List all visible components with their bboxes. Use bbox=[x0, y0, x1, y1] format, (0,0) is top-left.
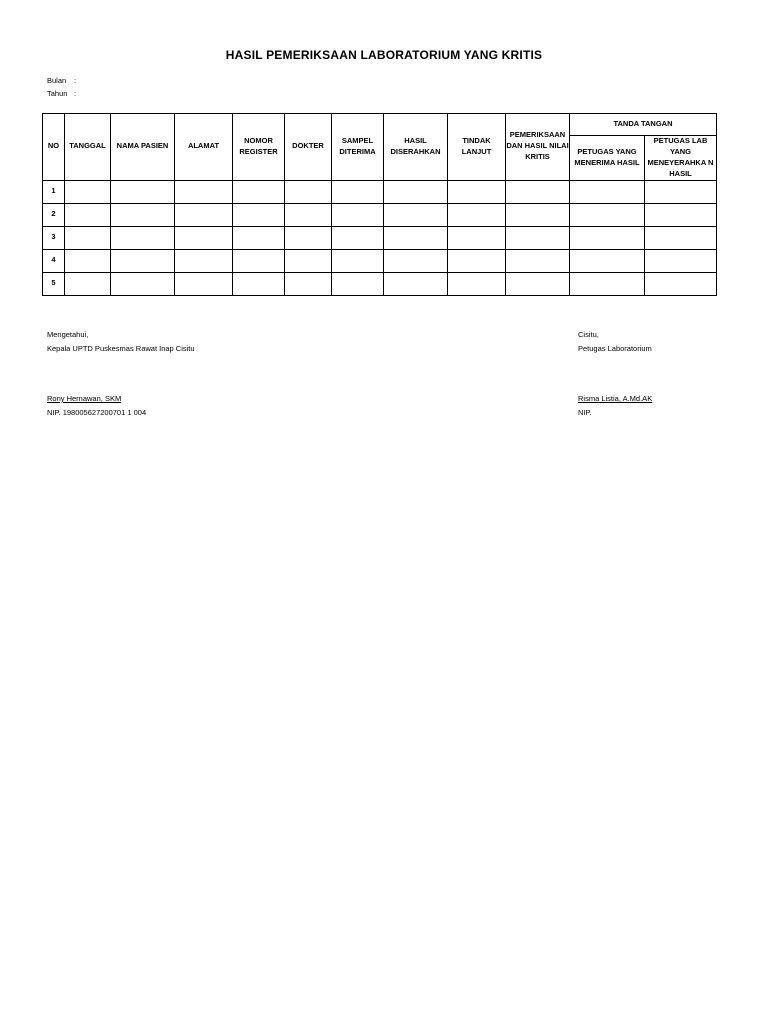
table-cell bbox=[111, 272, 175, 295]
table-cell bbox=[384, 249, 448, 272]
petugas-name: Risma Listia, A.Md.AK bbox=[578, 394, 653, 403]
table-cell bbox=[111, 249, 175, 272]
table-cell bbox=[233, 180, 285, 203]
table-cell bbox=[65, 203, 111, 226]
lab-results-table bbox=[42, 113, 717, 296]
table-cell bbox=[65, 180, 111, 203]
table-cell bbox=[332, 180, 384, 203]
table-cell bbox=[645, 226, 717, 249]
table-cell bbox=[645, 180, 717, 203]
table-cell bbox=[384, 203, 448, 226]
tahun-row bbox=[47, 89, 76, 98]
kepala-name: Rony Hernawan, SKM bbox=[47, 394, 122, 403]
table-cell bbox=[65, 249, 111, 272]
table-cell bbox=[506, 249, 570, 272]
table-row bbox=[43, 180, 717, 203]
footer-right-signature bbox=[578, 392, 652, 420]
table-row bbox=[43, 249, 717, 272]
table-cell bbox=[233, 272, 285, 295]
table-cell bbox=[384, 226, 448, 249]
table-cell bbox=[332, 226, 384, 249]
table-cell bbox=[285, 203, 332, 226]
table-cell bbox=[645, 272, 717, 295]
table-cell bbox=[175, 180, 233, 203]
table-cell bbox=[448, 226, 506, 249]
table-cell bbox=[175, 203, 233, 226]
row-number: 2 bbox=[43, 203, 65, 226]
kepala-title: Kepala UPTD Puskesmas Rawat Inap Cisitu bbox=[47, 344, 195, 353]
table-cell bbox=[645, 249, 717, 272]
table-cell bbox=[175, 249, 233, 272]
header-nama-pasien: NAMA PASIEN bbox=[111, 114, 175, 181]
table-cell bbox=[384, 272, 448, 295]
tahun-separator: : bbox=[74, 89, 77, 98]
header-pemeriksaan: PEMERIKSAAN DAN HASIL NILAI KRITIS bbox=[506, 114, 570, 181]
table-cell bbox=[384, 180, 448, 203]
petugas-title: Petugas Laboratorium bbox=[578, 344, 652, 353]
header-dokter: DOKTER bbox=[285, 114, 332, 181]
bulan-row bbox=[47, 76, 76, 85]
tahun-label: Tahun bbox=[47, 89, 68, 98]
table-cell bbox=[506, 272, 570, 295]
table-cell bbox=[175, 226, 233, 249]
table-cell bbox=[285, 180, 332, 203]
table-cell bbox=[506, 203, 570, 226]
table-cell bbox=[448, 180, 506, 203]
table-cell bbox=[448, 272, 506, 295]
footer-right bbox=[578, 328, 652, 356]
table-cell bbox=[285, 226, 332, 249]
row-number: 1 bbox=[43, 180, 65, 203]
table-cell bbox=[570, 180, 645, 203]
table-body bbox=[43, 180, 717, 295]
footer-left-signature bbox=[47, 392, 146, 420]
petugas-nip: NIP. bbox=[578, 408, 592, 417]
table-cell bbox=[233, 226, 285, 249]
header-tindak-lanjut: TINDAK LANJUT bbox=[448, 114, 506, 181]
table-cell bbox=[285, 249, 332, 272]
header-nomor-register: NOMOR REGISTER bbox=[233, 114, 285, 181]
table-cell bbox=[570, 203, 645, 226]
header-sampel-diterima: SAMPEL DITERIMA bbox=[332, 114, 384, 181]
table-cell bbox=[285, 272, 332, 295]
table-cell bbox=[111, 226, 175, 249]
header-tanda-tangan: TANDA TANGAN bbox=[570, 114, 717, 136]
place-text: Cisitu, bbox=[578, 330, 599, 339]
table-cell bbox=[645, 203, 717, 226]
table-cell bbox=[570, 226, 645, 249]
table-cell bbox=[506, 180, 570, 203]
table-cell bbox=[448, 249, 506, 272]
table-cell bbox=[570, 249, 645, 272]
header-petugas-menerima: PETUGAS YANG MENERIMA HASIL bbox=[570, 136, 645, 181]
row-number: 4 bbox=[43, 249, 65, 272]
header-tanggal: TANGGAL bbox=[65, 114, 111, 181]
footer-left bbox=[47, 328, 195, 356]
table-cell bbox=[506, 226, 570, 249]
table-row bbox=[43, 272, 717, 295]
table-cell bbox=[332, 272, 384, 295]
table-cell bbox=[448, 203, 506, 226]
table-cell bbox=[233, 203, 285, 226]
table-cell bbox=[233, 249, 285, 272]
bulan-separator: : bbox=[74, 76, 77, 85]
table-cell bbox=[65, 272, 111, 295]
table-cell bbox=[332, 203, 384, 226]
header-hasil-diserahkan: HASIL DISERAHKAN bbox=[384, 114, 448, 181]
table-cell bbox=[111, 180, 175, 203]
table-cell bbox=[65, 226, 111, 249]
table-cell bbox=[332, 249, 384, 272]
table-row bbox=[43, 226, 717, 249]
bulan-label: Bulan bbox=[47, 76, 67, 85]
header-petugas-menyerahkan: PETUGAS LAB YANG MENEYERAHKA N HASIL bbox=[645, 136, 717, 181]
table-cell bbox=[111, 203, 175, 226]
table-row bbox=[43, 203, 717, 226]
row-number: 5 bbox=[43, 272, 65, 295]
table-cell bbox=[570, 272, 645, 295]
document-title: HASIL PEMERIKSAAN LABORATORIUM YANG KRITIS bbox=[225, 48, 543, 62]
header-no: NO bbox=[43, 114, 65, 181]
mengetahui-text: Mengetahui, bbox=[47, 330, 89, 339]
kepala-nip: NIP. 198005627200701 1 004 bbox=[47, 408, 147, 417]
row-number: 3 bbox=[43, 226, 65, 249]
header-alamat: ALAMAT bbox=[175, 114, 233, 181]
table-cell bbox=[175, 272, 233, 295]
